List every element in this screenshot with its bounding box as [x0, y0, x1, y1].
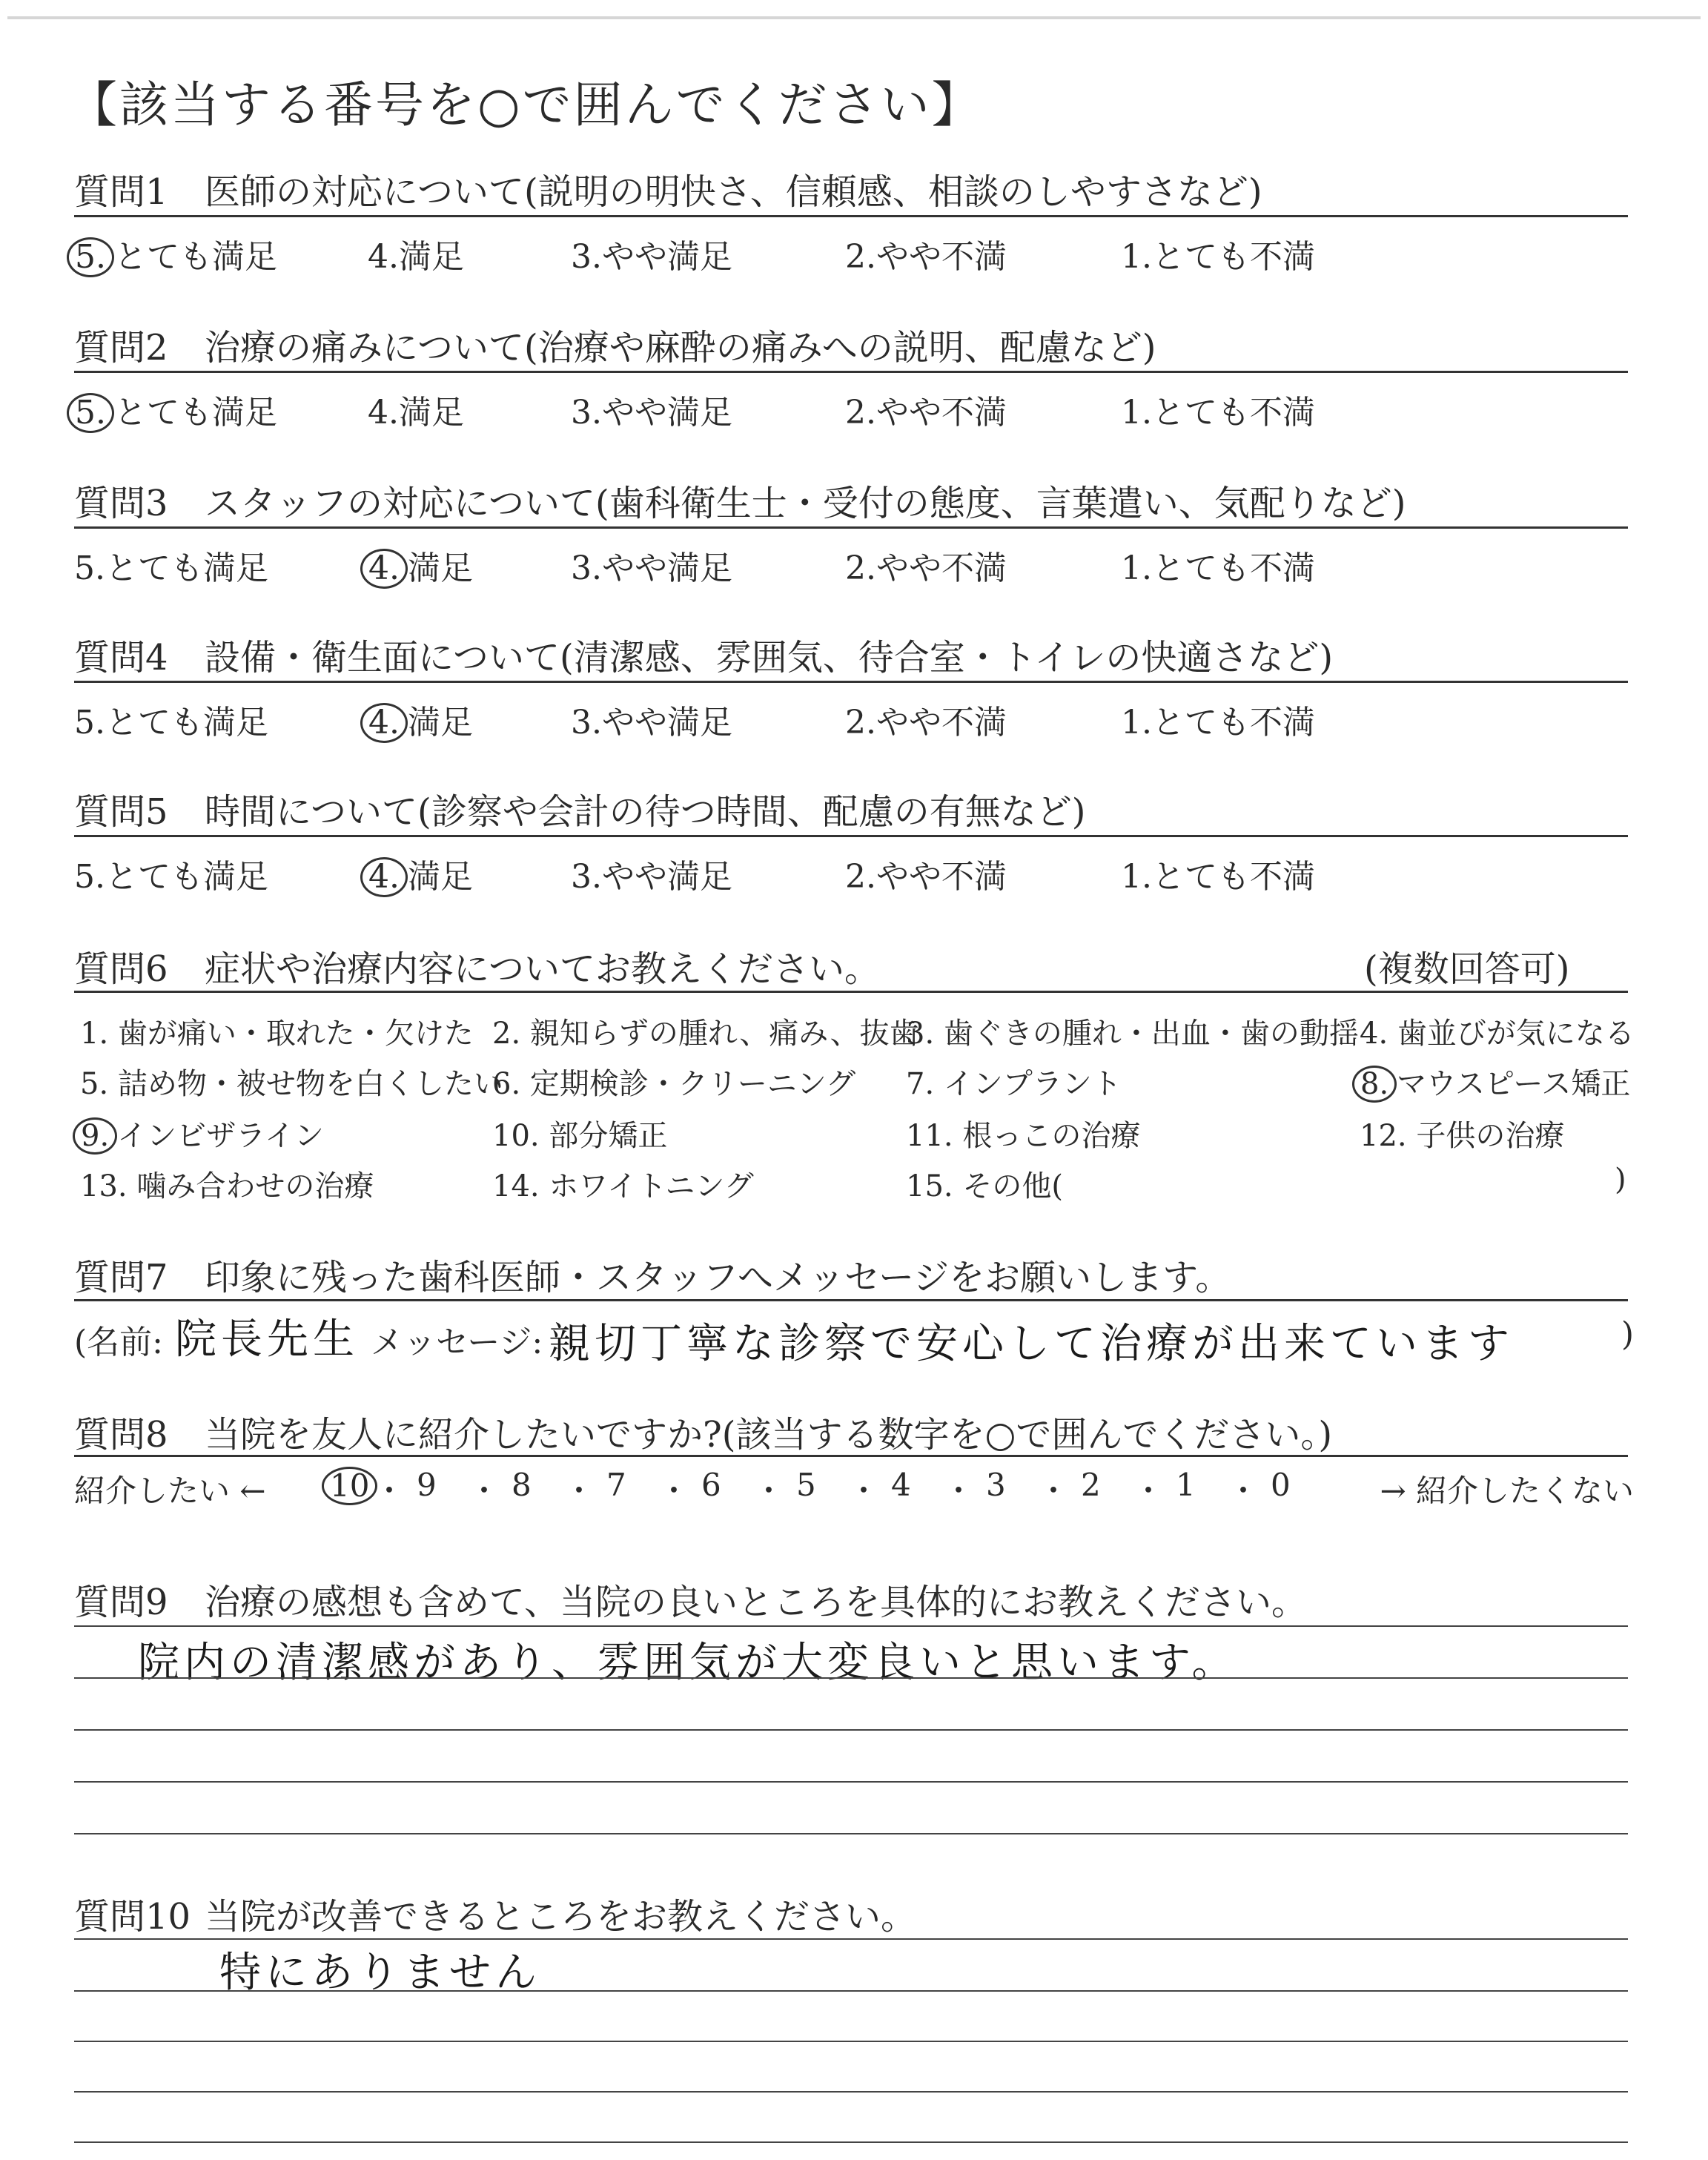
scale-left-label: 紹介したい ←	[74, 1473, 266, 1509]
scale-value[interactable]: 2	[1081, 1467, 1101, 1503]
treatment-option[interactable]: 13. 噛み合わせの治療	[80, 1169, 374, 1203]
writing-line	[74, 2141, 1628, 2143]
treatment-options	[80, 1010, 1637, 1225]
name-label: (名前:	[74, 1324, 163, 1361]
treatment-option[interactable]: 1. 歯が痛い・取れた・欠けた	[80, 1017, 474, 1051]
question-6-rule	[74, 991, 1628, 993]
treatment-option[interactable]: 3. 歯ぐきの腫れ・出血・歯の動揺	[906, 1017, 1359, 1051]
top-border	[7, 16, 1701, 19]
scale-value[interactable]: 4	[891, 1467, 911, 1503]
question-text: 医師の対応について(説明の明快さ、信頼感、相談のしやすさなど)	[205, 171, 1262, 213]
scale-value[interactable]: 6	[701, 1467, 721, 1503]
rating-option[interactable]: 1.とても不満	[1121, 858, 1315, 896]
selected-circle: 5.	[67, 393, 114, 433]
question-9-title	[74, 1573, 1307, 1625]
question-4-rule	[74, 681, 1628, 683]
q10-answer[interactable]: 特にありません	[219, 1949, 541, 1997]
question-text: 当院が改善できるところをお教えください。	[205, 1896, 917, 1938]
question-text: 印象に残った歯科医師・スタッフへメッセージをお願いします。	[205, 1257, 1231, 1298]
scale-separator-dot: ・	[1133, 1473, 1165, 1509]
rating-options	[74, 696, 1634, 740]
question-number: 質問10	[74, 1896, 191, 1938]
scale-separator-dot: ・	[943, 1473, 975, 1509]
question-number: 質問2	[74, 327, 168, 369]
rating-option[interactable]: 4.満足	[368, 394, 464, 432]
question-number: 質問5	[74, 791, 168, 833]
scale-value[interactable]: 1	[1176, 1467, 1196, 1503]
treatment-option[interactable]: 4. 歯並びが気になる	[1360, 1017, 1635, 1051]
treatment-option[interactable]: 14. ホワイトニング	[492, 1169, 754, 1203]
scale-value[interactable]: 5	[796, 1467, 816, 1503]
rating-option[interactable]: 2.やや不満	[845, 858, 1007, 896]
treatment-option[interactable]: 8. マウスピース矯正	[1360, 1060, 1630, 1103]
selected-circle: 4.	[360, 549, 408, 589]
message-value[interactable]: 親切丁寧な診察で安心して治療が出来ています	[549, 1320, 1514, 1368]
treatment-option[interactable]: 6. 定期検診・クリーニング	[492, 1067, 856, 1101]
rating-option[interactable]: 4. 満足	[368, 696, 473, 743]
question-7-title	[74, 1249, 1231, 1300]
scale-value[interactable]: 10	[322, 1467, 377, 1505]
multi-answer-note: (複数回答可)	[1364, 948, 1570, 990]
rating-options	[74, 541, 1634, 586]
treatment-option[interactable]: 5. 詰め物・被せ物を白くしたい	[80, 1067, 503, 1101]
q9-answer[interactable]: 院内の清潔感があり、雰囲気が大変良いと思います。	[138, 1639, 1238, 1687]
treatment-option[interactable]: 15. その他(	[906, 1169, 1063, 1203]
writing-line	[74, 1833, 1628, 1834]
scale-separator-dot: ・	[374, 1473, 406, 1509]
question-number: 質問1	[74, 171, 168, 213]
question-text: 当院を友人に紹介したいですか?(該当する数字を○で囲んでください。)	[205, 1414, 1333, 1456]
rating-option[interactable]: 4. 満足	[368, 541, 473, 589]
treatment-option[interactable]: 10. 部分矯正	[492, 1119, 668, 1153]
question-number: 質問4	[74, 637, 168, 678]
question-number: 質問8	[74, 1414, 168, 1456]
question-8-rule	[74, 1455, 1628, 1457]
question-4-title	[74, 629, 1333, 680]
question-3-rule	[74, 526, 1628, 529]
scale-separator-dot: ・	[1038, 1473, 1070, 1509]
close-paren: )	[1621, 1315, 1634, 1353]
selected-circle: 8.	[1352, 1066, 1397, 1103]
scale-separator-dot: ・	[563, 1473, 595, 1509]
name-value[interactable]: 院長先生	[175, 1315, 359, 1364]
rating-option[interactable]: 5. とても満足	[74, 230, 277, 277]
selected-circle: 9.	[73, 1117, 117, 1155]
selected-circle: 4.	[360, 857, 408, 897]
scale-value[interactable]: 3	[986, 1467, 1006, 1503]
rating-options	[74, 850, 1634, 894]
rating-options	[74, 230, 1634, 274]
rating-option[interactable]: 2.やや不満	[845, 549, 1007, 587]
question-text: 治療の痛みについて(治療や麻酔の痛みへの説明、配慮など)	[205, 327, 1156, 369]
treatment-option[interactable]: 12. 子供の治療	[1360, 1119, 1565, 1153]
writing-line	[74, 1781, 1628, 1783]
scale-right-label: → 紹介したくない	[1380, 1473, 1634, 1509]
rating-option[interactable]: 1.とても不満	[1121, 394, 1315, 432]
scale-value[interactable]: 8	[512, 1467, 532, 1503]
scale-value[interactable]: 9	[417, 1467, 437, 1503]
treatment-option[interactable]: 9. インビザライン	[80, 1112, 324, 1155]
form-heading: 【該当する番号を○で囲んでください】	[68, 76, 983, 133]
message-label: メッセージ:	[371, 1324, 543, 1361]
rating-option[interactable]: 5.とても満足	[74, 704, 268, 742]
scale-separator-dot: ・	[469, 1473, 500, 1509]
rating-option[interactable]: 1.とても不満	[1121, 238, 1315, 276]
question-2-rule	[74, 371, 1628, 373]
question-8-title	[74, 1406, 1332, 1457]
rating-option[interactable]: 4. 満足	[368, 850, 473, 897]
scale-separator-dot: ・	[658, 1473, 690, 1509]
question-text: 症状や治療内容についてお教えください。	[205, 948, 881, 990]
question-5-title	[74, 783, 1086, 834]
question-text: 時間について(診察や会計の待つ時間、配慮の有無など)	[205, 791, 1086, 833]
selected-circle: 5.	[67, 237, 114, 277]
treatment-option[interactable]: 11. 根っこの治療	[906, 1119, 1141, 1153]
scale-value[interactable]: 7	[606, 1467, 626, 1503]
rating-option[interactable]: 2.やや不満	[845, 238, 1007, 276]
rating-option[interactable]: 2.やや不満	[845, 704, 1007, 742]
writing-line	[74, 2091, 1628, 2093]
writing-line	[74, 2041, 1628, 2042]
question-7-rule	[74, 1299, 1628, 1301]
writing-line	[74, 1677, 1628, 1679]
rating-option[interactable]: 3.やや満足	[571, 704, 732, 742]
question-2-title	[74, 319, 1156, 370]
question-3-title	[74, 475, 1406, 526]
rating-option[interactable]: 5.とても満足	[74, 858, 268, 896]
close-paren: )	[1615, 1163, 1626, 1197]
treatment-option[interactable]: 7. インプラント	[906, 1067, 1122, 1101]
selected-circle: 4.	[360, 703, 408, 743]
question-10-title	[74, 1888, 916, 1939]
question-number: 質問3	[74, 483, 168, 524]
question-text: 治療の感想も含めて、当院の良いところを具体的にお教えください。	[205, 1582, 1308, 1623]
rating-option[interactable]: 1.とても不満	[1121, 704, 1315, 742]
question-text: スタッフの対応について(歯科衛生士・受付の態度、言葉遣い、気配りなど)	[205, 483, 1406, 524]
writing-line	[74, 1625, 1628, 1627]
rating-option[interactable]: 3.やや満足	[571, 394, 732, 432]
scale-separator-dot: ・	[1228, 1473, 1260, 1509]
question-1-rule	[74, 215, 1628, 217]
treatment-option[interactable]: 2. 親知らずの腫れ、痛み、抜歯	[492, 1017, 919, 1051]
rating-option[interactable]: 1.とても不満	[1121, 549, 1315, 587]
question-number: 質問9	[74, 1582, 168, 1623]
scale-value[interactable]: 0	[1271, 1467, 1291, 1503]
writing-line	[74, 1990, 1628, 1992]
rating-option[interactable]: 3.やや満足	[571, 858, 732, 896]
rating-options	[74, 386, 1634, 430]
message-row	[74, 1307, 1634, 1366]
rating-option[interactable]: 3.やや満足	[571, 238, 732, 276]
recommend-scale	[74, 1467, 1634, 1519]
rating-option[interactable]: 5.とても満足	[74, 549, 268, 587]
rating-option[interactable]: 3.やや満足	[571, 549, 732, 587]
question-number: 質問7	[74, 1257, 168, 1298]
question-5-rule	[74, 835, 1628, 837]
scale-separator-dot: ・	[848, 1473, 880, 1509]
rating-option[interactable]: 2.やや不満	[845, 394, 1007, 432]
question-6-title	[74, 940, 880, 991]
question-number: 質問6	[74, 948, 168, 990]
scale-separator-dot: ・	[753, 1473, 785, 1509]
writing-line	[74, 1729, 1628, 1731]
rating-option[interactable]: 5. とても満足	[74, 386, 277, 433]
rating-option[interactable]: 4.満足	[368, 238, 464, 276]
question-text: 設備・衛生面について(清潔感、雰囲気、待合室・トイレの快適さなど)	[205, 637, 1334, 678]
question-1-title	[74, 163, 1262, 214]
